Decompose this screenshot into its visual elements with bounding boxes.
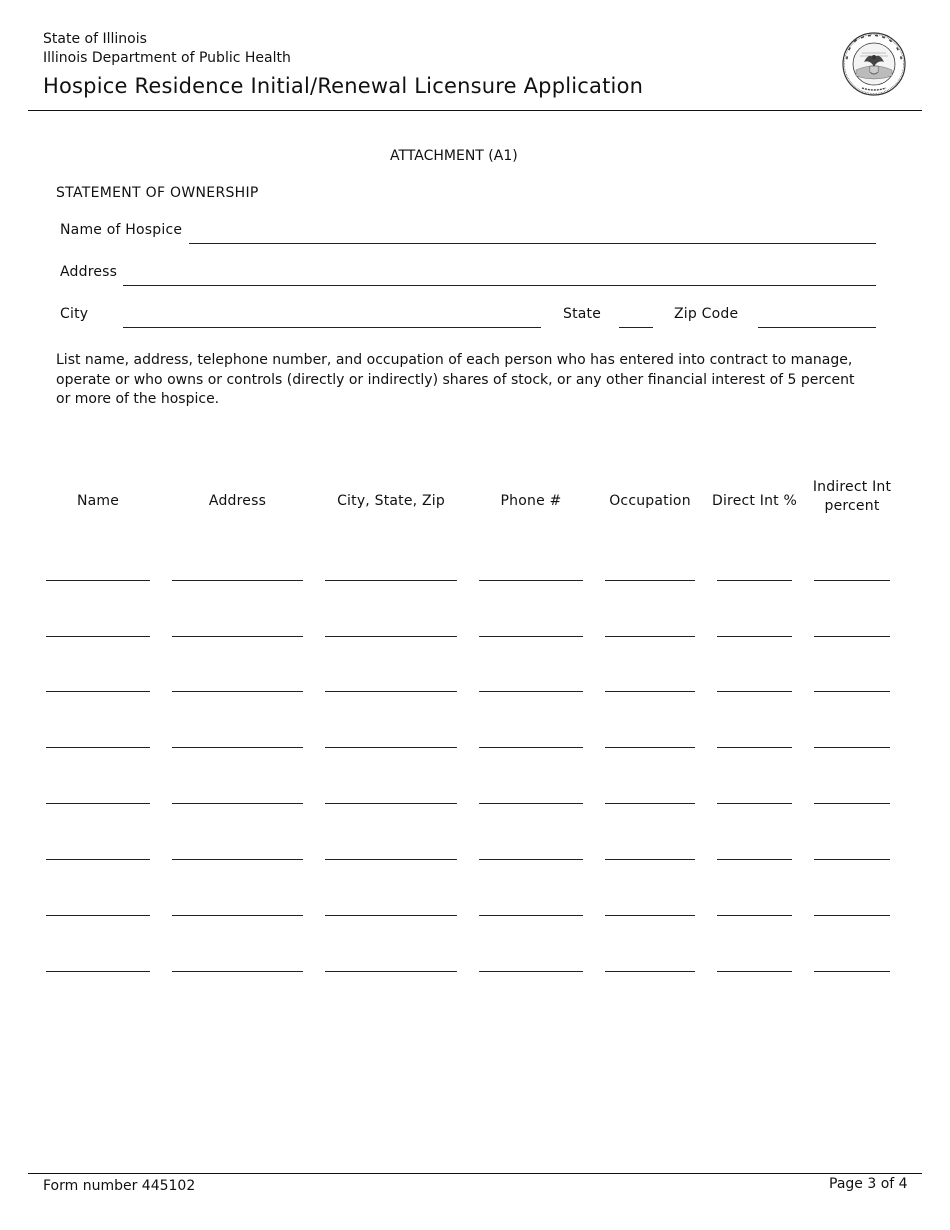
table-cell-address[interactable]	[172, 747, 303, 748]
table-cell-name[interactable]	[46, 803, 150, 804]
table-cell-direct-int[interactable]	[717, 915, 792, 916]
table-cell-phone[interactable]	[479, 859, 583, 860]
address-field[interactable]	[123, 285, 876, 286]
state-seal-icon	[842, 32, 906, 96]
table-cell-city-state-zip[interactable]	[325, 580, 457, 581]
column-header-city-state-zip: City, State, Zip	[337, 493, 445, 509]
table-cell-indirect-int[interactable]	[814, 859, 890, 860]
table-cell-occupation[interactable]	[605, 915, 695, 916]
table-cell-name[interactable]	[46, 691, 150, 692]
table-cell-phone[interactable]	[479, 636, 583, 637]
table-cell-direct-int[interactable]	[717, 803, 792, 804]
table-cell-city-state-zip[interactable]	[325, 691, 457, 692]
table-cell-direct-int[interactable]	[717, 636, 792, 637]
table-cell-occupation[interactable]	[605, 636, 695, 637]
table-cell-indirect-int[interactable]	[814, 747, 890, 748]
attachment-label: ATTACHMENT (A1)	[390, 148, 518, 164]
zip-code-field[interactable]	[758, 327, 876, 328]
table-cell-phone[interactable]	[479, 580, 583, 581]
table-cell-phone[interactable]	[479, 971, 583, 972]
table-cell-occupation[interactable]	[605, 971, 695, 972]
page-title: Hospice Residence Initial/Renewal Licensure Application	[43, 74, 644, 98]
table-cell-address[interactable]	[172, 580, 303, 581]
footer-rule	[28, 1173, 922, 1174]
table-cell-direct-int[interactable]	[717, 580, 792, 581]
ownership-instructions: List name, address, telephone number, and occupation of each person who has entered into contract to manage, operate or who owns or controls (directly or indirectly) shares of stock, or any other financial interest of 5 percent or more of the hospice.	[56, 352, 855, 407]
name-of-hospice-field[interactable]	[189, 243, 876, 244]
table-cell-direct-int[interactable]	[717, 691, 792, 692]
table-cell-name[interactable]	[46, 747, 150, 748]
table-cell-name[interactable]	[46, 915, 150, 916]
table-cell-city-state-zip[interactable]	[325, 971, 457, 972]
section-title: STATEMENT OF OWNERSHIP	[56, 185, 259, 201]
column-header-phone: Phone #	[500, 493, 562, 509]
state-label: State	[563, 306, 602, 322]
city-label: City	[60, 306, 89, 322]
table-cell-direct-int[interactable]	[717, 971, 792, 972]
table-cell-city-state-zip[interactable]	[325, 747, 457, 748]
table-cell-occupation[interactable]	[605, 691, 695, 692]
table-cell-city-state-zip[interactable]	[325, 636, 457, 637]
zip-code-label: Zip Code	[674, 306, 739, 322]
table-cell-city-state-zip[interactable]	[325, 803, 457, 804]
table-cell-address[interactable]	[172, 859, 303, 860]
table-cell-name[interactable]	[46, 859, 150, 860]
table-cell-indirect-int[interactable]	[814, 971, 890, 972]
table-cell-indirect-int[interactable]	[814, 915, 890, 916]
name-of-hospice-label: Name of Hospice	[60, 222, 183, 238]
column-header-name: Name	[76, 493, 120, 509]
table-cell-direct-int[interactable]	[717, 859, 792, 860]
table-cell-occupation[interactable]	[605, 580, 695, 581]
table-cell-name[interactable]	[46, 580, 150, 581]
table-cell-indirect-int[interactable]	[814, 803, 890, 804]
table-cell-city-state-zip[interactable]	[325, 859, 457, 860]
page-number: Page 3 of 4	[829, 1176, 908, 1192]
column-header-address: Address	[208, 493, 267, 509]
table-cell-indirect-int[interactable]	[814, 580, 890, 581]
table-cell-occupation[interactable]	[605, 803, 695, 804]
table-cell-address[interactable]	[172, 691, 303, 692]
table-cell-occupation[interactable]	[605, 747, 695, 748]
table-cell-name[interactable]	[46, 636, 150, 637]
table-cell-direct-int[interactable]	[717, 747, 792, 748]
table-cell-address[interactable]	[172, 636, 303, 637]
table-cell-address[interactable]	[172, 803, 303, 804]
address-label: Address	[60, 264, 118, 280]
column-header-indirect-int: Indirect Int percent	[812, 479, 892, 514]
department-name: Illinois Department of Public Health	[43, 50, 291, 66]
header-rule	[28, 110, 922, 111]
table-cell-phone[interactable]	[479, 691, 583, 692]
state-field[interactable]	[619, 327, 653, 328]
city-field[interactable]	[123, 327, 541, 328]
table-cell-indirect-int[interactable]	[814, 636, 890, 637]
table-cell-address[interactable]	[172, 971, 303, 972]
table-cell-phone[interactable]	[479, 915, 583, 916]
table-cell-address[interactable]	[172, 915, 303, 916]
table-cell-indirect-int[interactable]	[814, 691, 890, 692]
column-header-occupation: Occupation	[609, 493, 691, 509]
table-cell-occupation[interactable]	[605, 859, 695, 860]
column-header-direct-int: Direct Int %	[711, 493, 797, 509]
table-cell-city-state-zip[interactable]	[325, 915, 457, 916]
table-cell-phone[interactable]	[479, 747, 583, 748]
state-name: State of Illinois	[43, 31, 147, 47]
table-cell-phone[interactable]	[479, 803, 583, 804]
form-number: Form number 445102	[43, 1178, 196, 1194]
table-cell-name[interactable]	[46, 971, 150, 972]
